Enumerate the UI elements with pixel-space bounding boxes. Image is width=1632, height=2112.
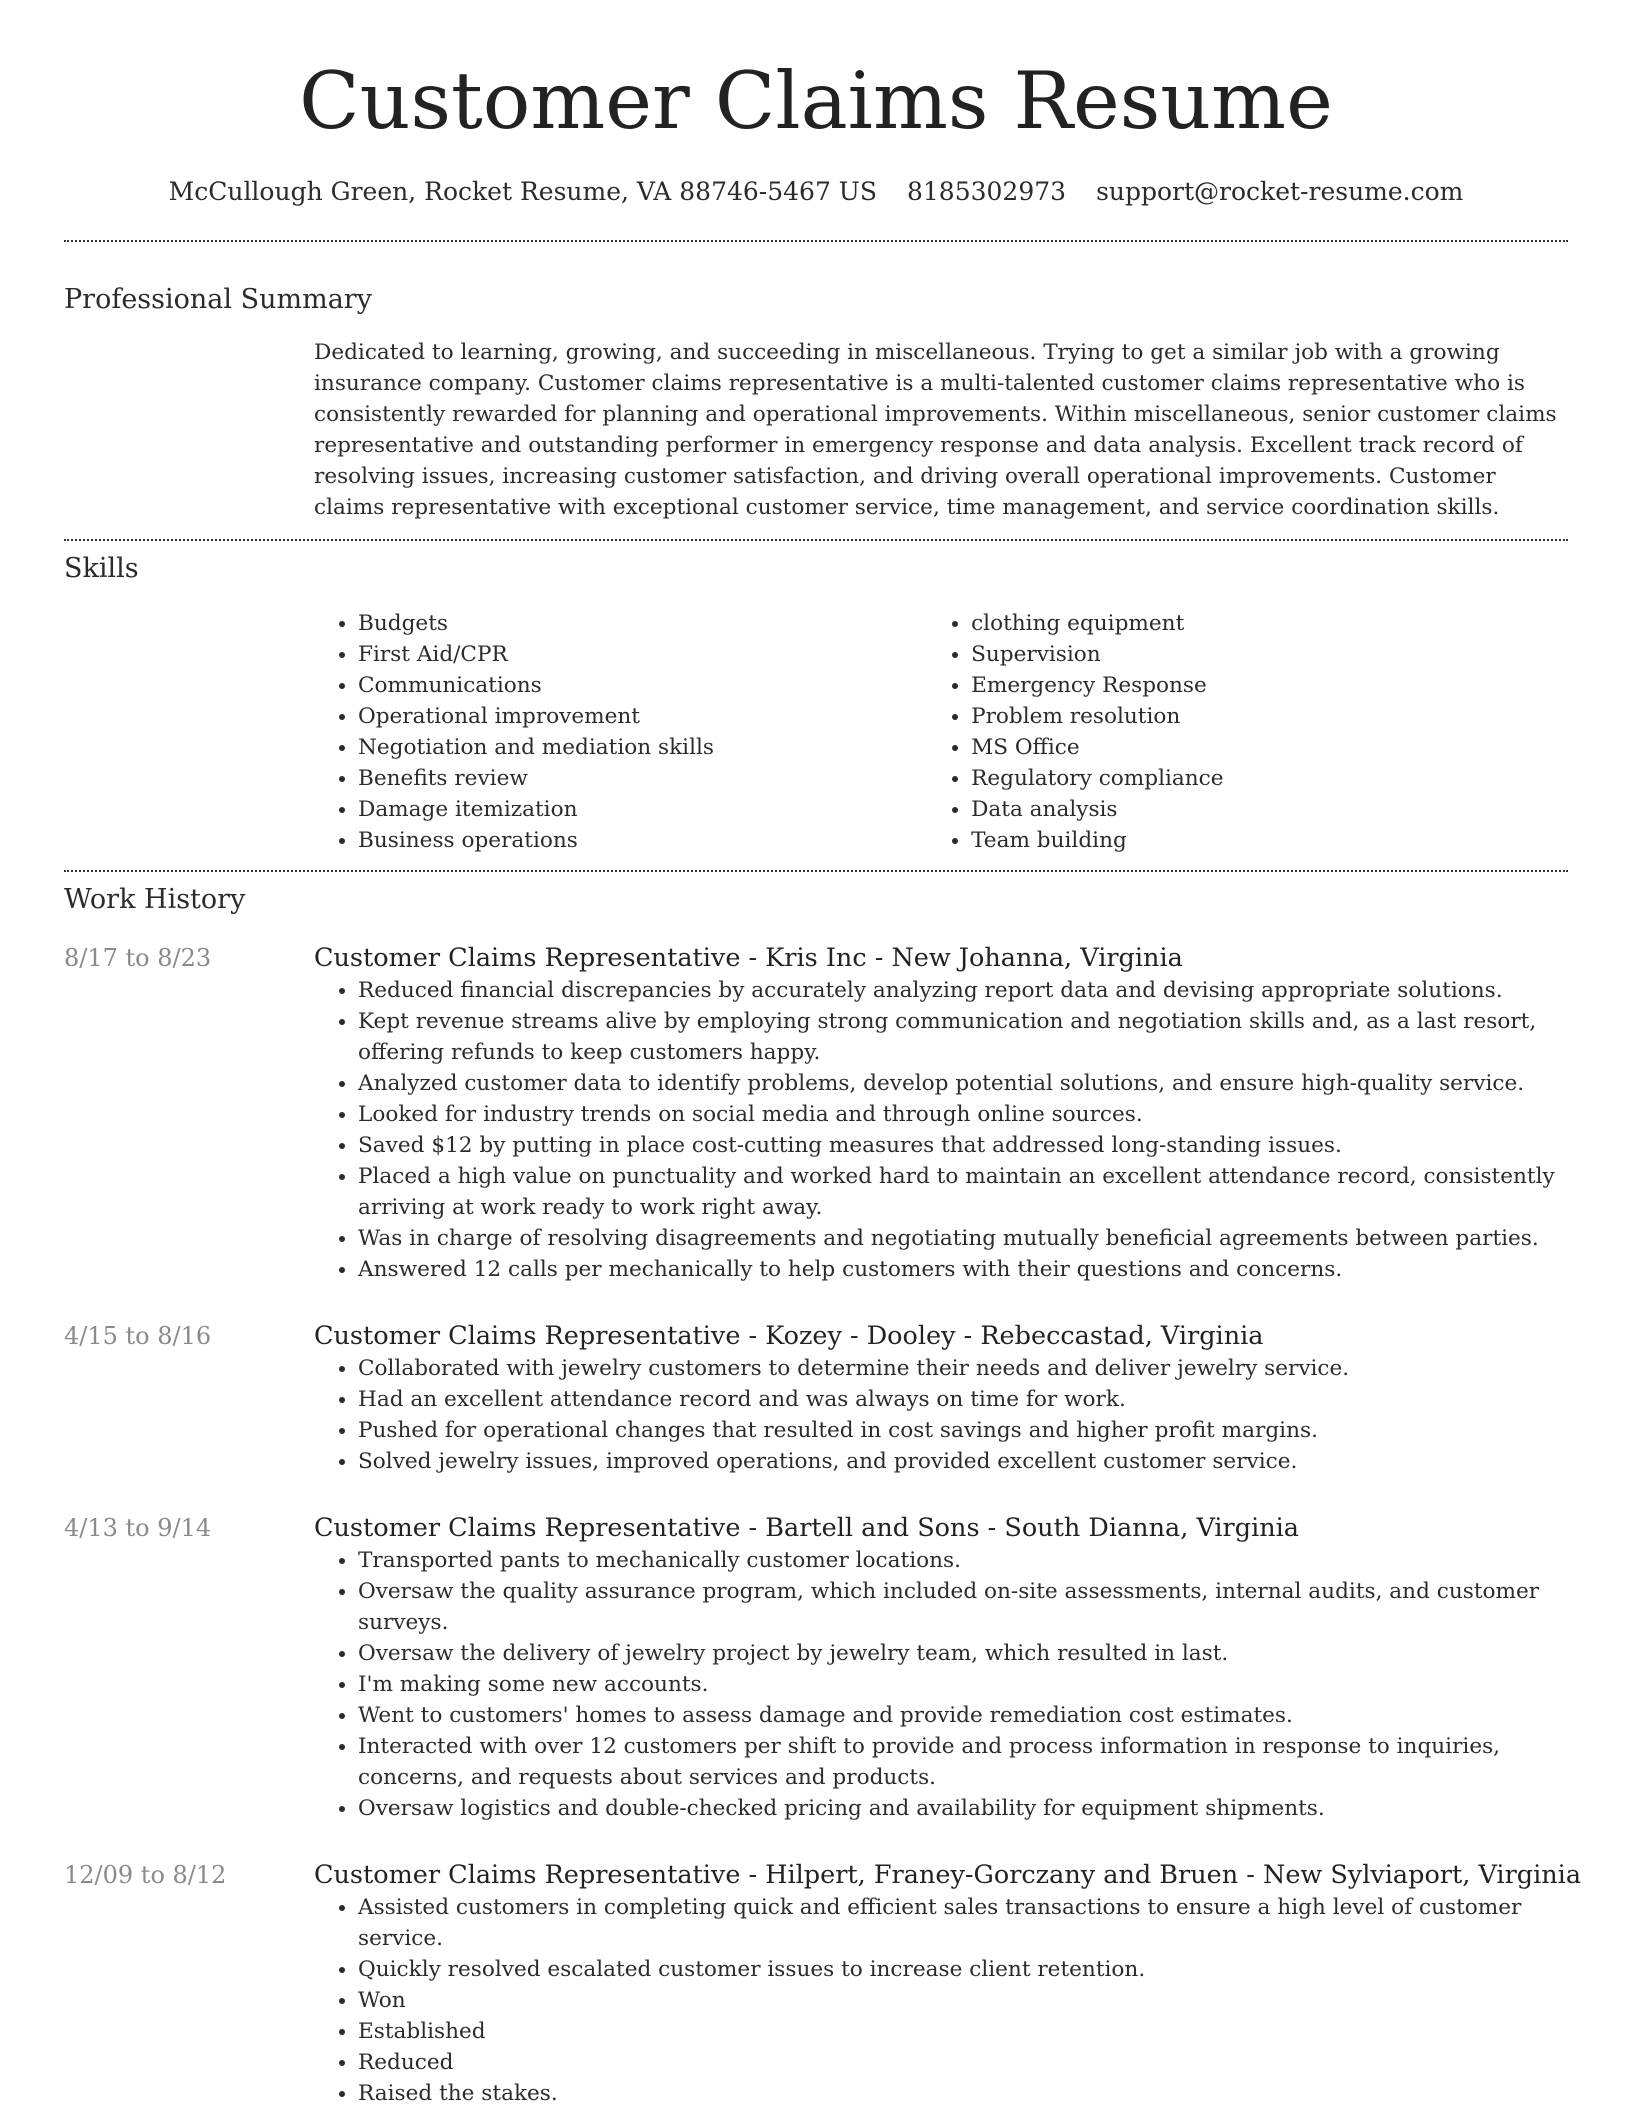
skill-item: • Regulatory compliance	[971, 763, 1568, 794]
job-entry	[64, 1319, 1568, 1477]
skills-column-right	[927, 608, 1568, 856]
job-bullet: • Interacted with over 12 customers per shift to provide and process information in response to inquiries, concerns, and requests about services and products.	[358, 1731, 1568, 1793]
skill-item: • Budgets	[358, 608, 927, 639]
job-bullet: • Was in charge of resolving disagreements and negotiating mutually beneficial agreements between parties.	[358, 1223, 1568, 1254]
job-title: Customer Claims Representative - Kris Inc - New Johanna, Virginia	[314, 943, 1183, 973]
summary-text: Dedicated to learning, growing, and succeeding in miscellaneous. Trying to get a similar job with a growing insurance company. Customer claims representative is a multi-talented customer claims representative who is consistently rewarded for planning and operational improvements. Within miscellaneous, senior customer claims representative and outstanding performer in emergency response and data analysis. Excellent track record of resolving issues, increasing customer satisfaction, and driving overall operational improvements. Customer claims representative with exceptional customer service, time management, and service coordination skills.	[314, 340, 1557, 520]
divider	[64, 240, 1568, 242]
skill-item: • Data analysis	[971, 794, 1568, 825]
contact-line	[64, 177, 1568, 206]
job-title: Customer Claims Representative - Kozey - Dooley - Rebeccastad, Virginia	[314, 1321, 1264, 1351]
job-bullet: • Reduced financial discrepancies by accurately analyzing report data and devising appropriate solutions.	[358, 975, 1568, 1006]
skill-item: • Negotiation and mediation skills	[358, 732, 927, 763]
job-bullet: • Had an excellent attendance record and was always on time for work.	[358, 1384, 1568, 1415]
resume-title: Customer Claims Resume	[299, 55, 1333, 147]
summary-heading: Professional Summary	[64, 284, 372, 315]
job-bullet: • Went to customers' homes to assess damage and provide remediation cost estimates.	[358, 1700, 1568, 1731]
contact-email: support@rocket-resume.com	[1096, 177, 1464, 206]
skill-item: • Benefits review	[358, 763, 927, 794]
job-bullet: • Saved $12 by putting in place cost-cutting measures that addressed long-standing issues.	[358, 1130, 1568, 1161]
skill-item: • MS Office	[971, 732, 1568, 763]
contact-phone: 8185302973	[907, 177, 1067, 206]
job-title: Customer Claims Representative - Hilpert, Franey-Gorczany and Bruen - New Sylviaport, Virginia	[314, 1860, 1582, 1890]
job-bullet: • Transported pants to mechanically customer locations.	[358, 1545, 1568, 1576]
skill-item: • Emergency Response	[971, 670, 1568, 701]
job-bullet: • Won	[358, 1985, 1581, 2016]
job-bullet: • Solved jewelry issues, improved operations, and provided excellent customer service.	[358, 1446, 1568, 1477]
skills-column-left	[314, 608, 927, 856]
job-bullets	[314, 1353, 1568, 1477]
work-history-heading: Work History	[64, 884, 246, 915]
job-dates: 4/13 to 9/14	[64, 1514, 212, 1542]
skills-list	[314, 608, 1568, 856]
job-bullet: • I'm making some new accounts.	[358, 1669, 1568, 1700]
job-entry	[64, 1858, 1582, 2109]
job-bullet: • Reduced	[358, 2047, 1581, 2078]
job-bullet: • Raised the stakes.	[358, 2078, 1581, 2109]
job-bullets	[314, 975, 1568, 1285]
job-entry	[64, 1511, 1568, 1824]
skill-item: • Supervision	[971, 639, 1568, 670]
skill-item: • Business operations	[358, 825, 927, 856]
job-bullet: • Assisted customers in completing quick and efficient sales transactions to ensure a high level of customer service.	[358, 1892, 1581, 1954]
skill-item: • First Aid/CPR	[358, 639, 927, 670]
job-bullet: • Kept revenue streams alive by employing strong communication and negotiation skills and, as a last resort, offering refunds to keep customers happy.	[358, 1006, 1568, 1068]
job-bullet: • Quickly resolved escalated customer issues to increase client retention.	[358, 1954, 1581, 1985]
contact-address: McCullough Green, Rocket Resume, VA 88746-5467 US	[168, 177, 877, 206]
job-bullet: • Oversaw the quality assurance program, which included on-site assessments, internal audits, and customer surveys.	[358, 1576, 1568, 1638]
skill-item: • Communications	[358, 670, 927, 701]
job-bullets	[314, 1545, 1568, 1824]
job-dates: 4/15 to 8/16	[64, 1322, 212, 1350]
job-bullets	[314, 1892, 1581, 2109]
skill-item: • clothing equipment	[971, 608, 1568, 639]
skill-item: • Operational improvement	[358, 701, 927, 732]
work-history-list	[64, 941, 1582, 2109]
job-bullet: • Collaborated with jewelry customers to determine their needs and deliver jewelry service.	[358, 1353, 1568, 1384]
skill-item: • Team building	[971, 825, 1568, 856]
job-bullet: • Oversaw the delivery of jewelry project by jewelry team, which resulted in last.	[358, 1638, 1568, 1669]
job-entry	[64, 941, 1568, 1285]
job-bullet: • Pushed for operational changes that resulted in cost savings and higher profit margins.	[358, 1415, 1568, 1446]
job-dates: 8/17 to 8/23	[64, 944, 212, 972]
job-bullet: • Looked for industry trends on social media and through online sources.	[358, 1099, 1568, 1130]
divider	[64, 539, 1568, 541]
job-bullet: • Placed a high value on punctuality and worked hard to maintain an excellent attendance record, consistently arriving at work ready to work right away.	[358, 1161, 1568, 1223]
job-bullet: • Oversaw logistics and double-checked pricing and availability for equipment shipments.	[358, 1793, 1568, 1824]
skill-item: • Damage itemization	[358, 794, 927, 825]
job-bullet: • Answered 12 calls per mechanically to help customers with their questions and concerns.	[358, 1254, 1568, 1285]
job-dates: 12/09 to 8/12	[64, 1861, 227, 1889]
job-title: Customer Claims Representative - Bartell and Sons - South Dianna, Virginia	[314, 1513, 1300, 1543]
divider	[64, 870, 1568, 872]
job-bullet: • Analyzed customer data to identify problems, develop potential solutions, and ensure high-quality service.	[358, 1068, 1568, 1099]
skill-item: • Problem resolution	[971, 701, 1568, 732]
job-bullet: • Established	[358, 2016, 1581, 2047]
skills-heading: Skills	[64, 553, 139, 584]
